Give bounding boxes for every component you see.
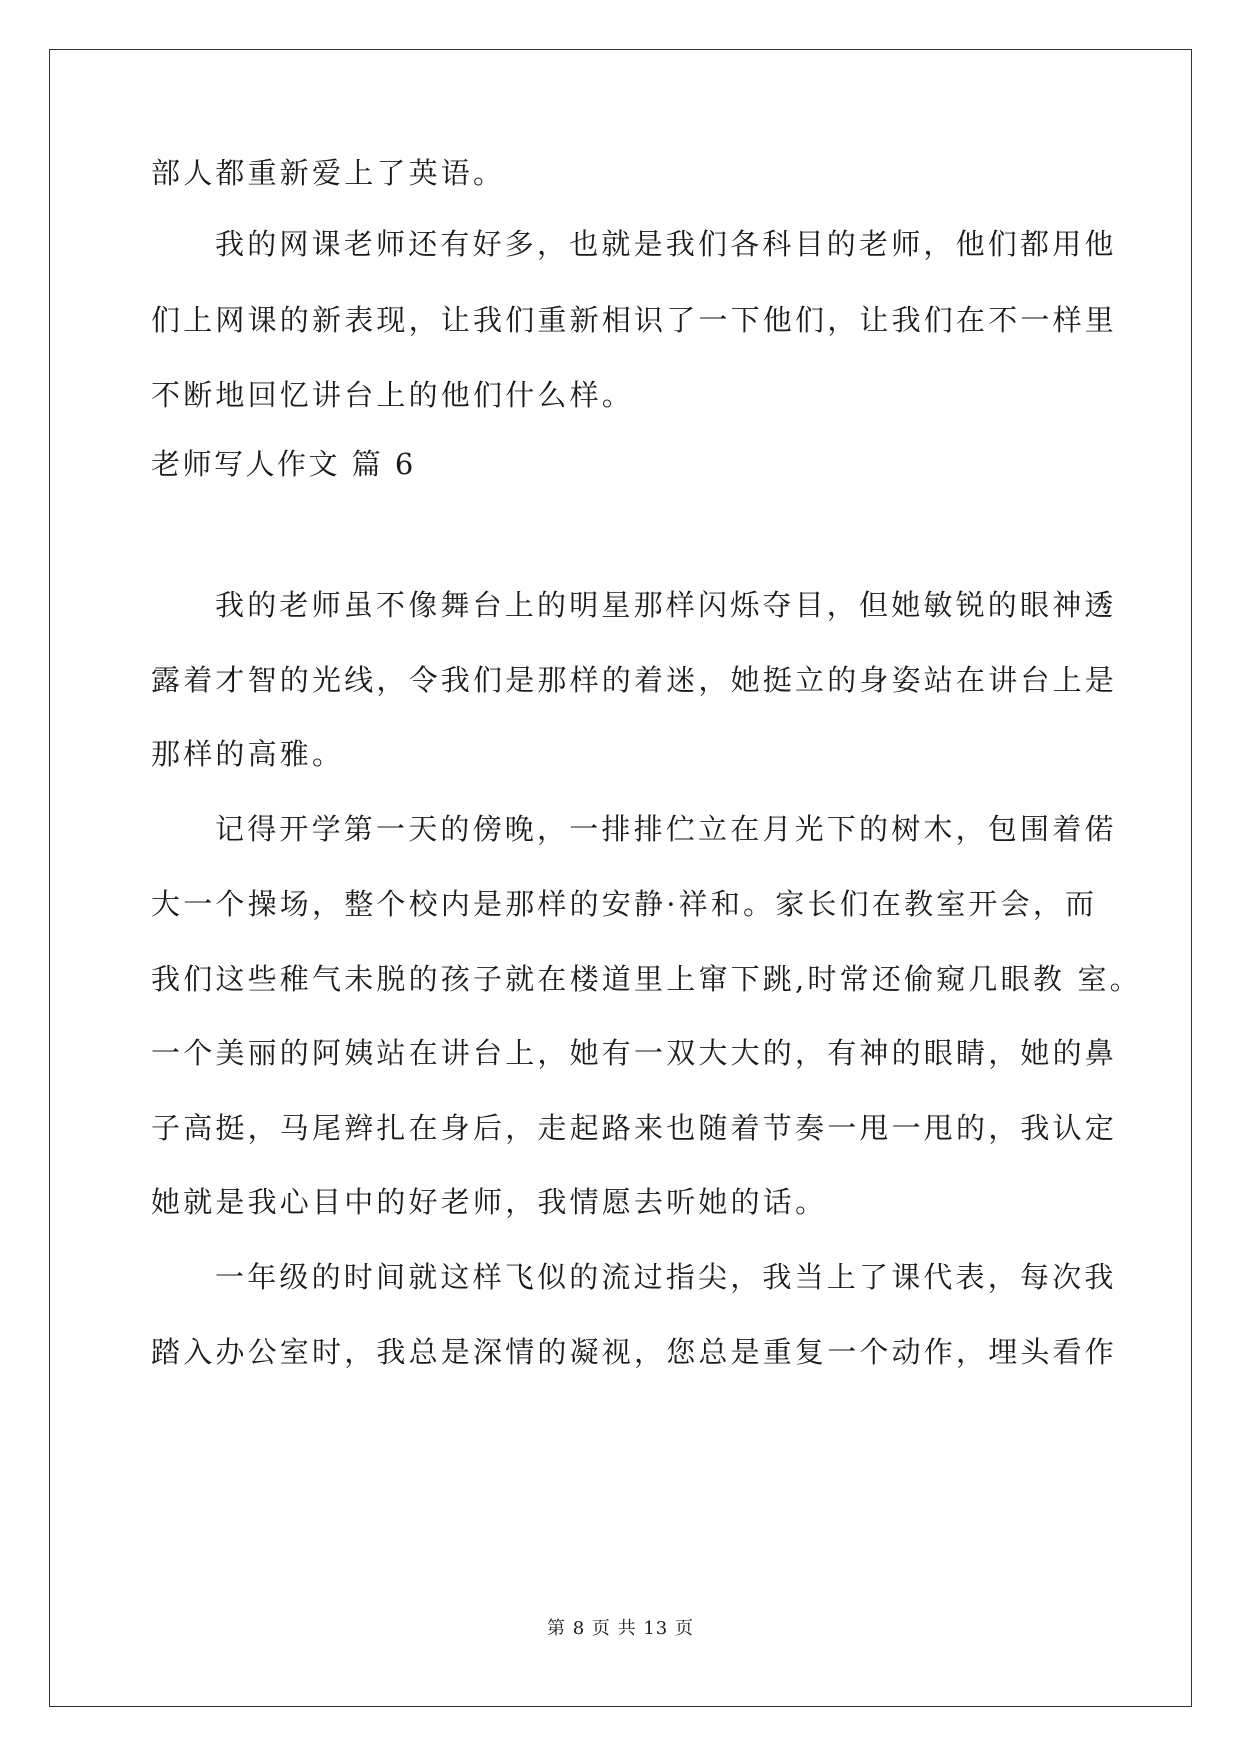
paragraph-line: 记得开学第一天的傍晚，一排排伫立在月光下的树木，包围着偌 <box>215 812 1117 846</box>
paragraph-line: 不断地回忆讲台上的他们什么样。 <box>151 378 635 412</box>
paragraph-line: 我的网课老师还有好多，也就是我们各科目的老师，他们都用他 <box>215 227 1117 261</box>
paragraph-line: 一年级的时间就这样飞似的流过指尖，我当上了课代表，每次我 <box>215 1260 1117 1294</box>
page-number-footer: 第 8 页 共 13 页 <box>547 1618 694 1639</box>
paragraph-line: 们上网课的新表现，让我们重新相识了一下他们，让我们在不一样里 <box>151 303 1118 337</box>
section-heading: 老师写人作文 篇 6 <box>151 447 416 481</box>
paragraph-line: 一个美丽的阿姨站在讲台上，她有一双大大的，有神的眼睛，她的鼻 <box>151 1036 1118 1070</box>
paragraph-line: 那样的高雅。 <box>151 737 345 771</box>
paragraph-line: 露着才智的光线，令我们是那样的着迷，她挺立的身姿站在讲台上是 <box>151 663 1118 697</box>
paragraph-line: 大一个操场，整个校内是那样的安静·祥和。家长们在教室开会，而 <box>151 887 1098 921</box>
page-border <box>49 49 1192 1707</box>
paragraph-line: 她就是我心目中的好老师，我情愿去听她的话。 <box>151 1185 828 1219</box>
paragraph-line: 我的老师虽不像舞台上的明星那样闪烁夺目，但她敏锐的眼神透 <box>215 588 1117 622</box>
paragraph-line: 子高挺，马尾辫扎在身后，走起路来也随着节奏一甩一甩的，我认定 <box>151 1111 1118 1145</box>
paragraph-line: 部人都重新爱上了英语。 <box>151 156 506 190</box>
paragraph-line: 我们这些稚气未脱的孩子就在楼道里上窜下跳,时常还偷窥几眼教 室。 <box>151 962 1142 996</box>
paragraph-line: 踏入办公室时，我总是深情的凝视，您总是重复一个动作，埋头看作 <box>151 1335 1118 1369</box>
